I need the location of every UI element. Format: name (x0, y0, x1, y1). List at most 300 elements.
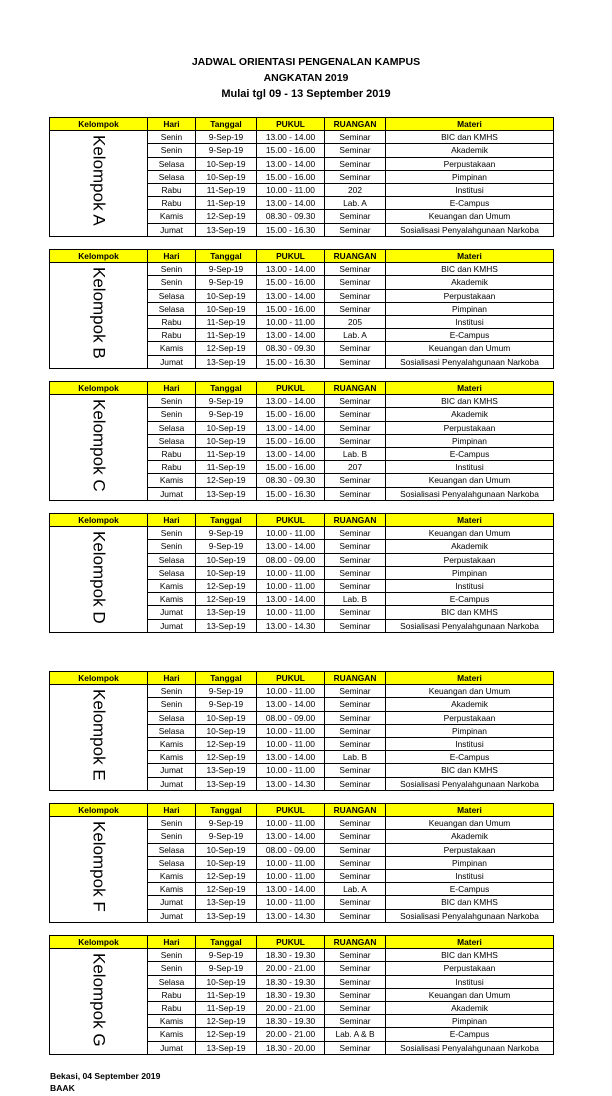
materi-cell: Pimpinan (386, 724, 554, 737)
ruangan-cell: Seminar (325, 276, 386, 289)
ruangan-header: RUANGAN (325, 382, 386, 395)
ruangan-cell: Seminar (325, 263, 386, 276)
hari-cell: Rabu (148, 447, 196, 460)
hari-header: Hari (148, 118, 196, 131)
tanggal-cell: 11-Sep-19 (196, 447, 257, 460)
group-name-cell (50, 685, 148, 791)
ruangan-cell: 205 (325, 315, 386, 328)
hari-cell: Kamis (148, 474, 196, 487)
tanggal-cell: 9-Sep-19 (196, 276, 257, 289)
table-row (50, 263, 554, 276)
pukul-cell: 15.00 - 16.00 (257, 434, 325, 447)
group-name: Kelompok E (89, 689, 109, 781)
schedule-table (49, 935, 554, 1055)
hari-cell: Rabu (148, 315, 196, 328)
hari-cell: Senin (148, 962, 196, 975)
hari-cell: Jumat (148, 619, 196, 632)
materi-cell: Keuangan dan Umum (386, 817, 554, 830)
materi-cell: Perpustakaan (386, 157, 554, 170)
pukul-cell: 13.00 - 14.30 (257, 777, 325, 790)
pukul-cell: 13.00 - 14.00 (257, 395, 325, 408)
hari-cell: Selasa (148, 856, 196, 869)
materi-cell: Sosialisasi Penyalahgunaan Narkoba (386, 777, 554, 790)
schedule-table (49, 249, 554, 369)
ruangan-cell: 207 (325, 461, 386, 474)
ruangan-cell: Seminar (325, 1015, 386, 1028)
document-subtitle-dates: Mulai tgl 09 - 13 September 2019 (221, 88, 391, 100)
hari-cell: Kamis (148, 593, 196, 606)
tanggal-cell: 9-Sep-19 (196, 527, 257, 540)
pukul-cell: 10.00 - 11.00 (257, 764, 325, 777)
ruangan-cell: Lab. B (325, 593, 386, 606)
pukul-cell: 10.00 - 11.00 (257, 579, 325, 592)
ruangan-cell: Seminar (325, 843, 386, 856)
group-name-cell (50, 131, 148, 237)
materi-cell: Akademik (386, 698, 554, 711)
hari-cell: Senin (148, 527, 196, 540)
ruangan-cell: Seminar (325, 395, 386, 408)
tanggal-header: Tanggal (196, 514, 257, 527)
ruangan-cell: Seminar (325, 474, 386, 487)
pukul-cell: 15.00 - 16.30 (257, 223, 325, 236)
ruangan-cell: Seminar (325, 302, 386, 315)
signature-block (50, 1070, 160, 1094)
tanggal-cell: 13-Sep-19 (196, 909, 257, 922)
hari-header: Hari (148, 672, 196, 685)
pukul-cell: 18.30 - 19.30 (257, 975, 325, 988)
pukul-cell: 20.00 - 21.00 (257, 962, 325, 975)
tanggal-cell: 13-Sep-19 (196, 777, 257, 790)
ruangan-cell: Seminar (325, 711, 386, 724)
pukul-cell: 18.30 - 19.30 (257, 949, 325, 962)
pukul-cell: 08.00 - 09.00 (257, 843, 325, 856)
materi-cell: Pimpinan (386, 1015, 554, 1028)
materi-cell: E-Campus (386, 883, 554, 896)
tanggal-cell: 13-Sep-19 (196, 606, 257, 619)
group-name-cell (50, 527, 148, 633)
pukul-cell: 10.00 - 11.00 (257, 606, 325, 619)
tanggal-cell: 9-Sep-19 (196, 830, 257, 843)
hari-cell: Selasa (148, 434, 196, 447)
materi-cell: BIC dan KMHS (386, 764, 554, 777)
schedule-table-group (49, 381, 553, 501)
hari-cell: Jumat (148, 355, 196, 368)
table-row (50, 527, 554, 540)
hari-cell: Selasa (148, 289, 196, 302)
materi-cell: E-Campus (386, 1028, 554, 1041)
ruangan-header: RUANGAN (325, 672, 386, 685)
pukul-cell: 13.00 - 14.00 (257, 883, 325, 896)
pukul-cell: 10.00 - 11.00 (257, 869, 325, 882)
materi-cell: Keuangan dan Umum (386, 210, 554, 223)
tanggal-header: Tanggal (196, 936, 257, 949)
ruangan-cell: Seminar (325, 962, 386, 975)
materi-header: Materi (386, 250, 554, 263)
materi-cell: E-Campus (386, 329, 554, 342)
ruangan-cell: Seminar (325, 606, 386, 619)
ruangan-cell: Seminar (325, 777, 386, 790)
hari-cell: Senin (148, 276, 196, 289)
group-name-cell (50, 395, 148, 501)
tanggal-cell: 11-Sep-19 (196, 1001, 257, 1014)
pukul-cell: 13.00 - 14.00 (257, 289, 325, 302)
schedule-table (49, 381, 554, 501)
kelompok-header: Kelompok (50, 382, 148, 395)
hari-cell: Kamis (148, 737, 196, 750)
pukul-cell: 15.00 - 16.30 (257, 355, 325, 368)
pukul-cell: 10.00 - 11.00 (257, 566, 325, 579)
materi-cell: Akademik (386, 144, 554, 157)
materi-cell: Keuangan dan Umum (386, 474, 554, 487)
ruangan-cell: Seminar (325, 289, 386, 302)
tanggal-header: Tanggal (196, 382, 257, 395)
tanggal-cell: 13-Sep-19 (196, 764, 257, 777)
materi-cell: Pimpinan (386, 302, 554, 315)
table-row (50, 685, 554, 698)
ruangan-cell: Seminar (325, 553, 386, 566)
hari-cell: Jumat (148, 764, 196, 777)
hari-cell: Senin (148, 144, 196, 157)
pukul-cell: 10.00 - 11.00 (257, 724, 325, 737)
ruangan-header: RUANGAN (325, 250, 386, 263)
pukul-header: PUKUL (257, 382, 325, 395)
ruangan-cell: Seminar (325, 487, 386, 500)
ruangan-cell: Seminar (325, 817, 386, 830)
ruangan-cell: Seminar (325, 131, 386, 144)
group-name-cell (50, 263, 148, 369)
ruangan-cell: Seminar (325, 540, 386, 553)
ruangan-cell: Seminar (325, 988, 386, 1001)
ruangan-cell: Lab. A (325, 883, 386, 896)
pukul-cell: 13.00 - 14.00 (257, 751, 325, 764)
ruangan-cell: Seminar (325, 579, 386, 592)
hari-cell: Selasa (148, 724, 196, 737)
materi-cell: Sosialisasi Penyalahgunaan Narkoba (386, 1041, 554, 1054)
hari-cell: Rabu (148, 197, 196, 210)
pukul-cell: 10.00 - 11.00 (257, 685, 325, 698)
group-name: Kelompok A (89, 135, 109, 226)
kelompok-header: Kelompok (50, 118, 148, 131)
tanggal-cell: 11-Sep-19 (196, 183, 257, 196)
pukul-cell: 13.00 - 14.00 (257, 157, 325, 170)
materi-header: Materi (386, 382, 554, 395)
hari-cell: Selasa (148, 711, 196, 724)
tanggal-cell: 9-Sep-19 (196, 144, 257, 157)
ruangan-cell: Lab. B (325, 751, 386, 764)
pukul-cell: 13.00 - 14.00 (257, 593, 325, 606)
ruangan-cell: Seminar (325, 408, 386, 421)
tanggal-cell: 10-Sep-19 (196, 566, 257, 579)
hari-cell: Jumat (148, 777, 196, 790)
table-row (50, 817, 554, 830)
ruangan-cell: Seminar (325, 223, 386, 236)
materi-cell: Sosialisasi Penyalahgunaan Narkoba (386, 909, 554, 922)
pukul-cell: 10.00 - 11.00 (257, 183, 325, 196)
tanggal-cell: 12-Sep-19 (196, 1015, 257, 1028)
ruangan-cell: Seminar (325, 355, 386, 368)
ruangan-cell: Seminar (325, 698, 386, 711)
schedule-table (49, 117, 554, 237)
tanggal-cell: 9-Sep-19 (196, 395, 257, 408)
group-name: Kelompok G (89, 953, 109, 1047)
schedule-table-group (49, 671, 553, 791)
pukul-header: PUKUL (257, 672, 325, 685)
document-subtitle-cohort: ANGKATAN 2019 (263, 72, 349, 84)
tanggal-cell: 10-Sep-19 (196, 157, 257, 170)
hari-cell: Senin (148, 131, 196, 144)
ruangan-cell: Seminar (325, 856, 386, 869)
pukul-cell: 13.00 - 14.00 (257, 421, 325, 434)
materi-cell: BIC dan KMHS (386, 896, 554, 909)
table-header-row (50, 250, 554, 263)
tanggal-header: Tanggal (196, 118, 257, 131)
materi-cell: Perpustakaan (386, 553, 554, 566)
ruangan-cell: Lab. A & B (325, 1028, 386, 1041)
tanggal-cell: 12-Sep-19 (196, 751, 257, 764)
pukul-header: PUKUL (257, 118, 325, 131)
table-header-row (50, 118, 554, 131)
tanggal-cell: 10-Sep-19 (196, 553, 257, 566)
materi-cell: Institusi (386, 869, 554, 882)
tanggal-cell: 10-Sep-19 (196, 975, 257, 988)
hari-header: Hari (148, 936, 196, 949)
kelompok-header: Kelompok (50, 250, 148, 263)
pukul-cell: 10.00 - 11.00 (257, 527, 325, 540)
tanggal-cell: 13-Sep-19 (196, 487, 257, 500)
tanggal-cell: 12-Sep-19 (196, 342, 257, 355)
tanggal-cell: 10-Sep-19 (196, 724, 257, 737)
hari-cell: Kamis (148, 883, 196, 896)
materi-cell: E-Campus (386, 593, 554, 606)
materi-cell: Perpustakaan (386, 962, 554, 975)
group-name: Kelompok B (89, 267, 109, 359)
pukul-header: PUKUL (257, 514, 325, 527)
tanggal-cell: 12-Sep-19 (196, 210, 257, 223)
ruangan-cell: Seminar (325, 434, 386, 447)
materi-cell: BIC dan KMHS (386, 606, 554, 619)
materi-cell: Sosialisasi Penyalahgunaan Narkoba (386, 487, 554, 500)
ruangan-cell: Lab. A (325, 329, 386, 342)
hari-header: Hari (148, 804, 196, 817)
pukul-cell: 15.00 - 16.00 (257, 461, 325, 474)
materi-cell: Akademik (386, 408, 554, 421)
ruangan-cell: Seminar (325, 909, 386, 922)
ruangan-cell: Seminar (325, 1041, 386, 1054)
pukul-cell: 10.00 - 11.00 (257, 737, 325, 750)
materi-cell: Akademik (386, 540, 554, 553)
materi-cell: Perpustakaan (386, 421, 554, 434)
group-name: Kelompok C (89, 399, 109, 492)
ruangan-cell: Seminar (325, 830, 386, 843)
pukul-header: PUKUL (257, 936, 325, 949)
tanggal-cell: 12-Sep-19 (196, 593, 257, 606)
hari-cell: Senin (148, 408, 196, 421)
materi-cell: Sosialisasi Penyalahgunaan Narkoba (386, 619, 554, 632)
pukul-cell: 20.00 - 21.00 (257, 1028, 325, 1041)
tanggal-cell: 13-Sep-19 (196, 223, 257, 236)
tanggal-cell: 9-Sep-19 (196, 817, 257, 830)
materi-cell: Perpustakaan (386, 289, 554, 302)
tanggal-cell: 13-Sep-19 (196, 896, 257, 909)
materi-cell: Akademik (386, 830, 554, 843)
materi-header: Materi (386, 804, 554, 817)
ruangan-cell: Seminar (325, 975, 386, 988)
materi-cell: Institusi (386, 315, 554, 328)
ruangan-header: RUANGAN (325, 804, 386, 817)
document-title: JADWAL ORIENTASI PENGENALAN KAMPUS (191, 56, 421, 68)
materi-cell: Institusi (386, 975, 554, 988)
tanggal-cell: 12-Sep-19 (196, 579, 257, 592)
schedule-table-group (49, 249, 553, 369)
tanggal-header: Tanggal (196, 250, 257, 263)
tanggal-cell: 9-Sep-19 (196, 263, 257, 276)
tanggal-cell: 10-Sep-19 (196, 289, 257, 302)
tanggal-cell: 9-Sep-19 (196, 685, 257, 698)
materi-cell: Keuangan dan Umum (386, 527, 554, 540)
tanggal-cell: 10-Sep-19 (196, 856, 257, 869)
hari-cell: Rabu (148, 329, 196, 342)
hari-cell: Rabu (148, 183, 196, 196)
schedule-table-group (49, 513, 553, 633)
pukul-cell: 15.00 - 16.00 (257, 144, 325, 157)
ruangan-cell: Seminar (325, 170, 386, 183)
hari-cell: Jumat (148, 487, 196, 500)
pukul-cell: 18.30 - 19.30 (257, 988, 325, 1001)
tanggal-cell: 9-Sep-19 (196, 949, 257, 962)
table-row (50, 949, 554, 962)
pukul-cell: 18.30 - 20.00 (257, 1041, 325, 1054)
pukul-cell: 13.00 - 14.00 (257, 698, 325, 711)
pukul-cell: 08.30 - 09.30 (257, 210, 325, 223)
pukul-cell: 13.00 - 14.30 (257, 619, 325, 632)
pukul-cell: 10.00 - 11.00 (257, 856, 325, 869)
table-header-row (50, 382, 554, 395)
tanggal-header: Tanggal (196, 804, 257, 817)
pukul-cell: 08.00 - 09.00 (257, 553, 325, 566)
pukul-cell: 10.00 - 11.00 (257, 817, 325, 830)
table-header-row (50, 936, 554, 949)
ruangan-cell: Seminar (325, 896, 386, 909)
pukul-cell: 18.30 - 19.30 (257, 1015, 325, 1028)
ruangan-cell: Lab. A (325, 197, 386, 210)
ruangan-cell: Seminar (325, 421, 386, 434)
tanggal-cell: 10-Sep-19 (196, 170, 257, 183)
pukul-cell: 15.00 - 16.00 (257, 276, 325, 289)
table-row (50, 131, 554, 144)
materi-cell: Perpustakaan (386, 843, 554, 856)
ruangan-cell: Seminar (325, 342, 386, 355)
tanggal-cell: 12-Sep-19 (196, 474, 257, 487)
hari-cell: Jumat (148, 909, 196, 922)
materi-cell: Perpustakaan (386, 711, 554, 724)
hari-cell: Selasa (148, 975, 196, 988)
ruangan-cell: Seminar (325, 527, 386, 540)
table-header-row (50, 672, 554, 685)
materi-header: Materi (386, 936, 554, 949)
kelompok-header: Kelompok (50, 936, 148, 949)
tanggal-cell: 10-Sep-19 (196, 302, 257, 315)
tanggal-header: Tanggal (196, 672, 257, 685)
materi-cell: Pimpinan (386, 856, 554, 869)
hari-cell: Senin (148, 817, 196, 830)
tanggal-cell: 9-Sep-19 (196, 408, 257, 421)
hari-cell: Jumat (148, 1041, 196, 1054)
group-name: Kelompok F (89, 821, 109, 912)
pukul-cell: 10.00 - 11.00 (257, 896, 325, 909)
materi-cell: E-Campus (386, 197, 554, 210)
ruangan-cell: Seminar (325, 949, 386, 962)
schedule-table-group (49, 803, 553, 923)
group-name: Kelompok D (89, 531, 109, 624)
hari-cell: Senin (148, 540, 196, 553)
pukul-cell: 13.00 - 14.00 (257, 197, 325, 210)
ruangan-cell: Seminar (325, 566, 386, 579)
tanggal-cell: 10-Sep-19 (196, 434, 257, 447)
materi-cell: Institusi (386, 461, 554, 474)
tanggal-cell: 11-Sep-19 (196, 329, 257, 342)
pukul-cell: 08.00 - 09.00 (257, 711, 325, 724)
hari-cell: Kamis (148, 342, 196, 355)
hari-cell: Rabu (148, 988, 196, 1001)
materi-cell: Pimpinan (386, 434, 554, 447)
pukul-cell: 08.30 - 09.30 (257, 474, 325, 487)
materi-cell: Akademik (386, 276, 554, 289)
materi-cell: Sosialisasi Penyalahgunaan Narkoba (386, 355, 554, 368)
ruangan-cell: Seminar (325, 724, 386, 737)
pukul-cell: 08.30 - 09.30 (257, 342, 325, 355)
ruangan-header: RUANGAN (325, 936, 386, 949)
issuer: BAAK (50, 1083, 75, 1093)
pukul-cell: 20.00 - 21.00 (257, 1001, 325, 1014)
pukul-header: PUKUL (257, 804, 325, 817)
ruangan-header: RUANGAN (325, 514, 386, 527)
place-date: Bekasi, 04 September 2019 (50, 1071, 161, 1081)
ruangan-cell: Seminar (325, 619, 386, 632)
hari-header: Hari (148, 250, 196, 263)
table-header-row (50, 514, 554, 527)
kelompok-header: Kelompok (50, 672, 148, 685)
ruangan-cell: Lab. B (325, 447, 386, 460)
hari-header: Hari (148, 382, 196, 395)
schedule-table (49, 513, 554, 633)
kelompok-header: Kelompok (50, 514, 148, 527)
hari-cell: Selasa (148, 843, 196, 856)
tanggal-cell: 9-Sep-19 (196, 698, 257, 711)
materi-cell: Akademik (386, 1001, 554, 1014)
ruangan-cell: Seminar (325, 1001, 386, 1014)
tanggal-cell: 10-Sep-19 (196, 843, 257, 856)
hari-cell: Kamis (148, 751, 196, 764)
hari-cell: Senin (148, 263, 196, 276)
pukul-cell: 15.00 - 16.30 (257, 487, 325, 500)
hari-cell: Kamis (148, 1028, 196, 1041)
schedule-table-group (49, 935, 553, 1055)
tanggal-cell: 9-Sep-19 (196, 131, 257, 144)
hari-cell: Kamis (148, 1015, 196, 1028)
ruangan-cell: Seminar (325, 737, 386, 750)
document-header (0, 54, 612, 102)
tanggal-cell: 12-Sep-19 (196, 737, 257, 750)
pukul-cell: 13.00 - 14.00 (257, 540, 325, 553)
pukul-cell: 15.00 - 16.00 (257, 170, 325, 183)
ruangan-cell: 202 (325, 183, 386, 196)
hari-cell: Selasa (148, 553, 196, 566)
materi-header: Materi (386, 514, 554, 527)
materi-cell: BIC dan KMHS (386, 131, 554, 144)
group-name-cell (50, 949, 148, 1055)
materi-cell: Institusi (386, 579, 554, 592)
hari-cell: Senin (148, 395, 196, 408)
